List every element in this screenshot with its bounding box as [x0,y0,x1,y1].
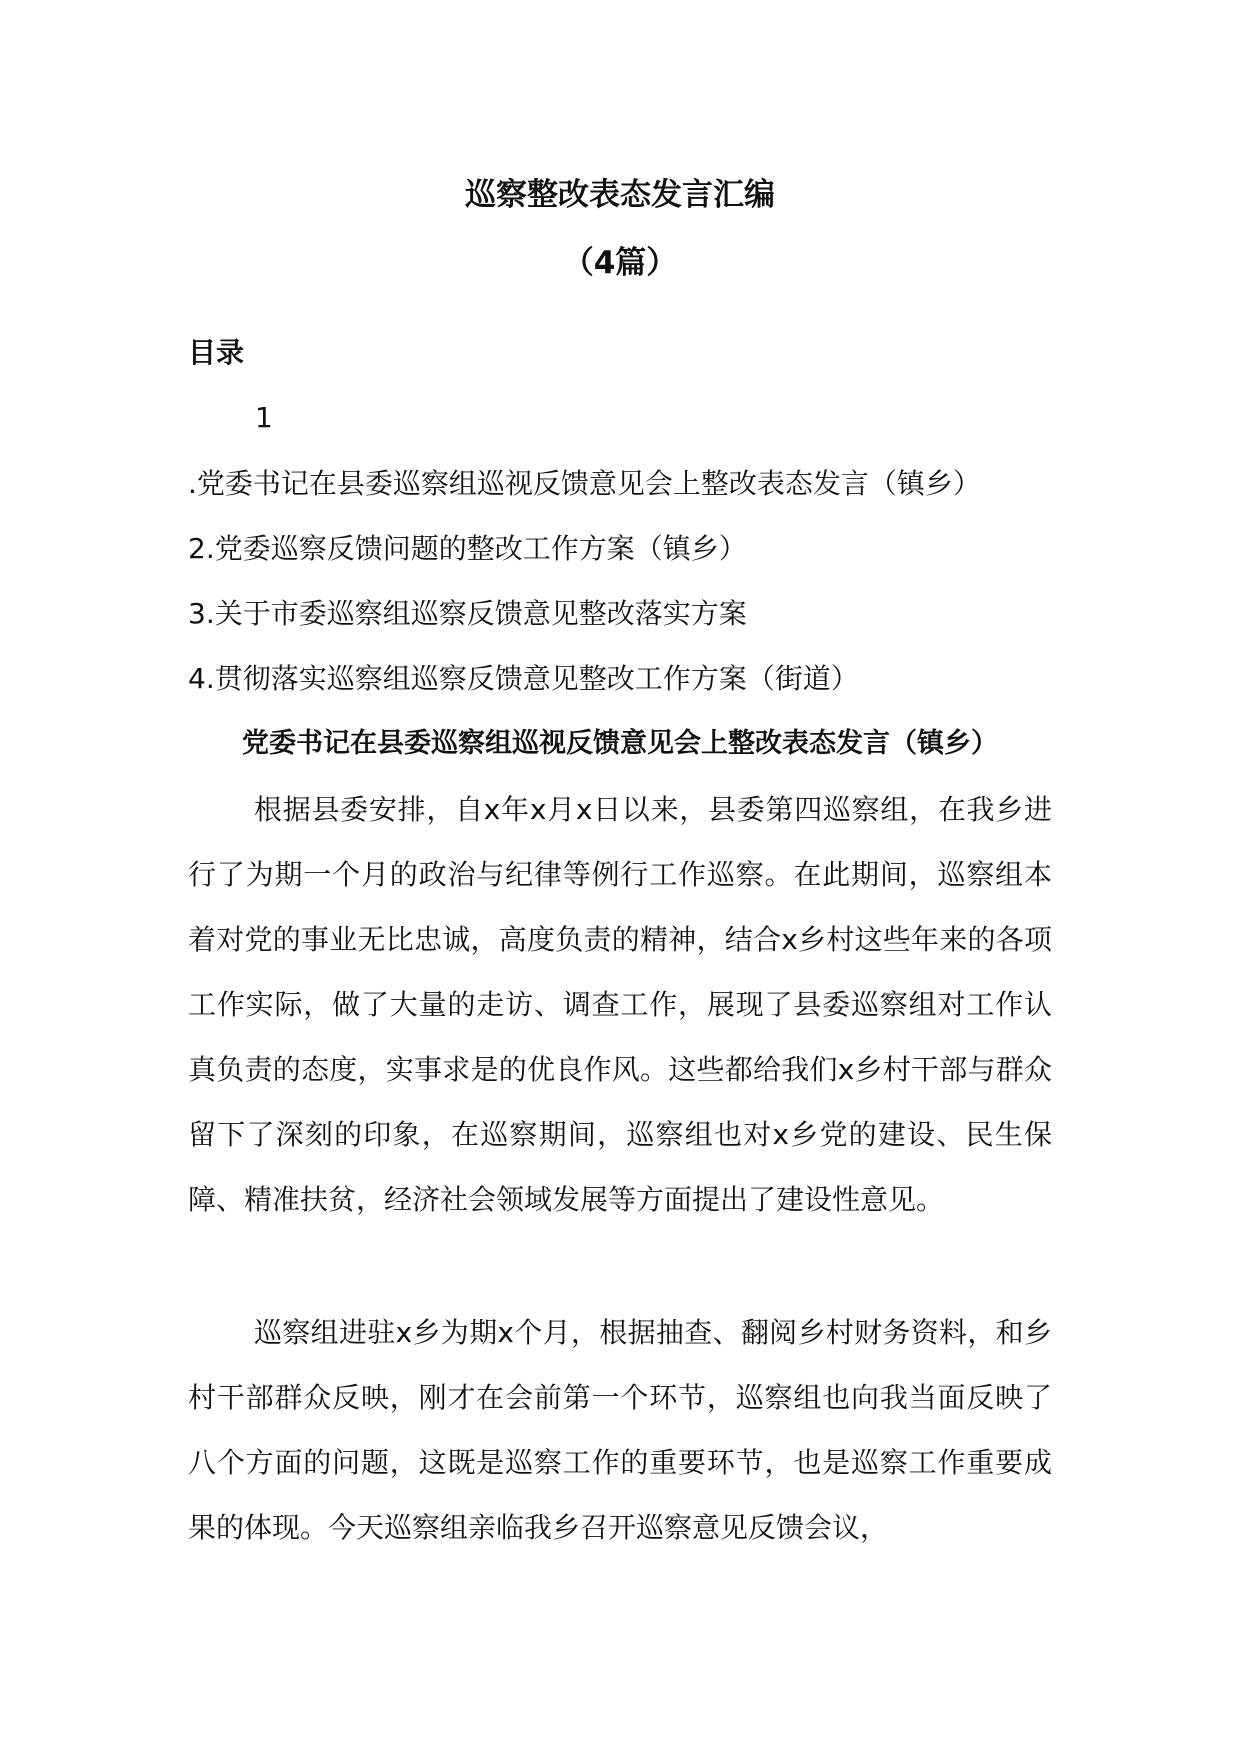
document-subtitle: （4篇） [562,245,678,281]
document-title: 巡察整改表态发言汇编 [465,177,775,213]
toc-item: 2.党委巡察反馈问题的整改工作方案（镇乡） [188,532,747,565]
body-paragraph: 根据县委安排，自x年x月x日以来，县委第四巡察组，在我乡进行了为期一个月的政治与纪律等例行工作巡察。在此期间，巡察组本着对党的事业无比忠诚，高度负责的精神，结合x乡村这些年来的各项工作实际，做了大量的走访、调查工作，展现了县委巡察组对工作认真负责的态度，实事求是的优良作风。这些都给我们x乡村干部与群众留下了深刻的印象，在巡察期间，巡察组也对x乡党的建设、民生保障、精准扶贫，经济社会领域发展等方面提出了建设性意见。 [188,793,1052,1216]
section-heading: 党委书记在县委巡察组巡视反馈意见会上整改表态发言（镇乡） [242,728,998,759]
toc-item: 4.贯彻落实巡察组巡察反馈意见整改工作方案（街道） [188,662,859,695]
body-paragraph: 巡察组进驻x乡为期x个月，根据抽查、翻阅乡村财务资料，和乡村干部群众反映，刚才在会前第一个环节，巡察组也向我当面反映了八个方面的问题，这既是巡察工作的重要环节，也是巡察工作重要成果的体现。今天巡察组亲临我乡召开巡察意见反馈会议， [188,1316,1052,1544]
toc-item: 3.关于市委巡察组巡察反馈意见整改落实方案 [188,597,747,630]
toc-heading: 目录 [188,336,245,369]
toc-number: 1 [255,401,273,434]
toc-item: .党委书记在县委巡察组巡视反馈意见会上整改表态发言（镇乡） [188,467,981,500]
